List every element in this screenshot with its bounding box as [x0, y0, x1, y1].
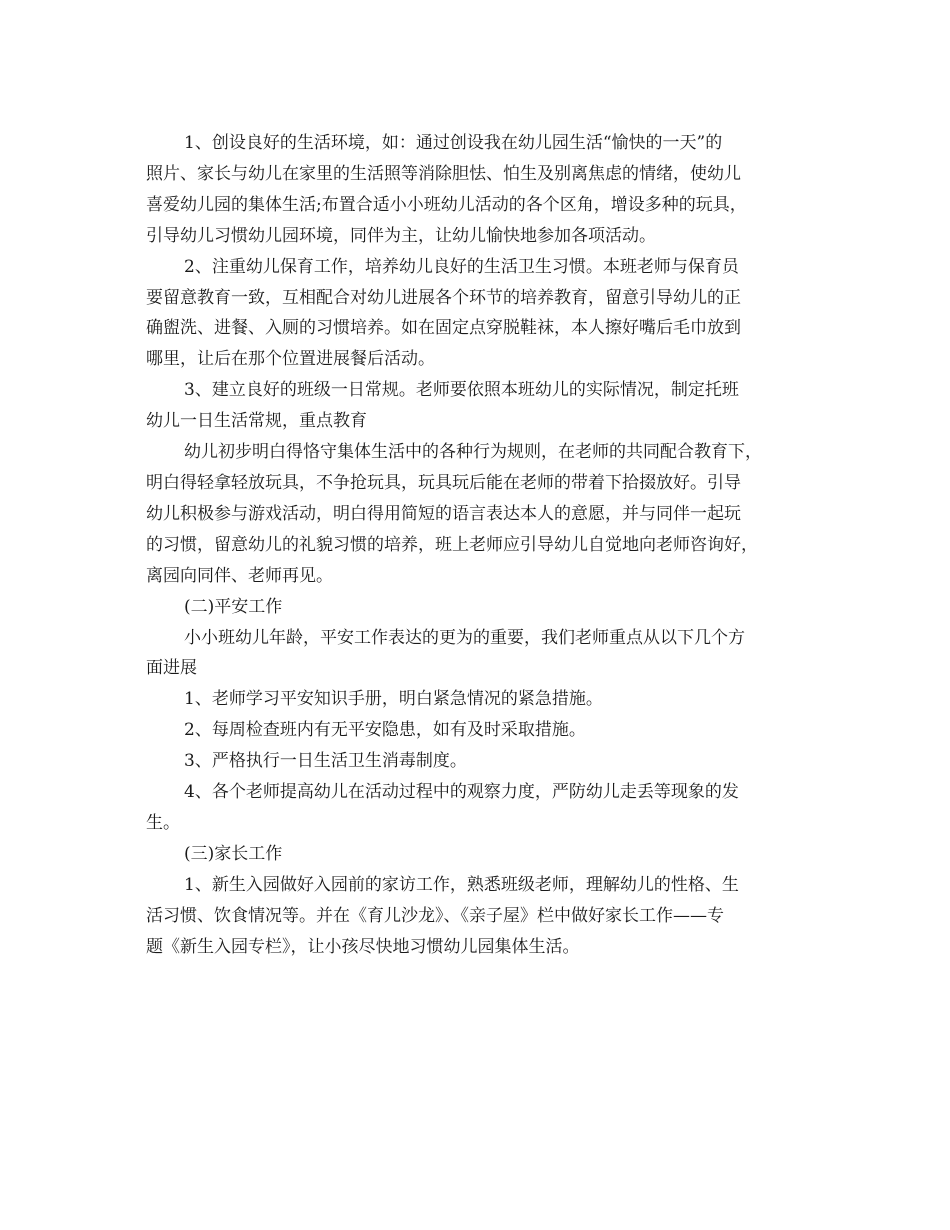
paragraph-line: 幼儿一日生活常规，重点教育	[146, 411, 367, 432]
document-body	[146, 128, 806, 962]
paragraph	[146, 684, 806, 715]
paragraph-line: 1、创设良好的生活环境，如：通过创设我在幼儿园生活“愉快的一天”的	[184, 133, 723, 153]
paragraph-line: 3、建立良好的班级一日常规。老师要依照本班幼儿的实际情况，制定托班	[184, 380, 739, 401]
paragraph-line: 确盥洗、进餐、入厕的习惯培养。如在固定点穿脱鞋袜，本人擦好嘴后毛巾放到	[146, 318, 741, 339]
paragraph	[146, 623, 806, 685]
paragraph-line: 离园向同伴、老师再见。	[146, 565, 333, 586]
paragraph-line: 幼儿积极参与游戏活动，明白得用简短的语言表达本人的意愿，并与同伴一起玩	[146, 503, 741, 524]
paragraph-line: 3、严格执行一日生活卫生消毒制度。	[184, 751, 467, 772]
paragraph-line: (三)家长工作	[184, 843, 283, 864]
paragraph	[146, 746, 806, 777]
paragraph-line: 2、注重幼儿保育工作，培养幼儿良好的生活卫生习惯。本班老师与保育员	[184, 256, 739, 277]
paragraph-line: 幼儿初步明白得恪守集体生活中的各种行为规则，在老师的共同配合教育下，	[184, 442, 762, 463]
paragraph	[146, 437, 806, 592]
paragraph-line: 小小班幼儿年龄，平安工作表达的更为的重要，我们老师重点从以下几个方	[184, 627, 745, 648]
paragraph-line: (二)平安工作	[184, 596, 283, 617]
paragraph-line: 引导幼儿习惯幼儿园环境，同伴为主，让幼儿愉快地参加各项活动。	[146, 225, 656, 246]
paragraph-line: 活习惯、饮食情况等。并在《育儿沙龙》、《亲子屋》栏中做好家长工作——专	[146, 905, 724, 926]
paragraph-line: 哪里，让后在那个位置进展餐后活动。	[146, 349, 435, 370]
paragraph-line: 4、各个老师提高幼儿在活动过程中的观察力度，严防幼儿走丢等现象的发	[184, 782, 739, 803]
paragraph-line: 照片、家长与幼儿在家里的生活照等消除胆怯、怕生及别离焦虑的情绪，使幼儿	[146, 163, 741, 184]
paragraph	[146, 128, 806, 252]
paragraph	[146, 777, 806, 839]
paragraph-line: 的习惯，留意幼儿的礼貌习惯的培养，班上老师应引导幼儿自觉地向老师咨询好，	[146, 534, 758, 555]
paragraph-line: 面进展	[146, 658, 197, 679]
paragraph	[146, 592, 806, 623]
paragraph-line: 明白得轻拿轻放玩具，不争抢玩具，玩具玩后能在老师的带着下拾掇放好。引导	[146, 472, 741, 493]
paragraph	[146, 375, 806, 437]
paragraph-line: 喜爱幼儿园的集体生活;布置合适小小班幼儿活动的各个区角，增设多种的玩具，	[146, 194, 747, 215]
paragraph-line: 要留意教育一致，互相配合对幼儿进展各个环节的培养教育，留意引导幼儿的正	[146, 287, 741, 308]
paragraph-line: 1、老师学习平安知识手册，明白紧急情况的紧急措施。	[184, 689, 603, 710]
paragraph-line: 生。	[146, 812, 180, 833]
paragraph	[146, 252, 806, 376]
paragraph-line: 2、每周检查班内有无平安隐患，如有及时采取措施。	[184, 720, 586, 741]
paragraph	[146, 870, 806, 963]
paragraph	[146, 715, 806, 746]
paragraph-line: 题《新生入园专栏》，让小孩尽快地习惯幼儿园集体生活。	[146, 936, 580, 957]
paragraph	[146, 839, 806, 870]
paragraph-line: 1、新生入园做好入园前的家访工作，熟悉班级老师，理解幼儿的性格、生	[184, 874, 739, 895]
